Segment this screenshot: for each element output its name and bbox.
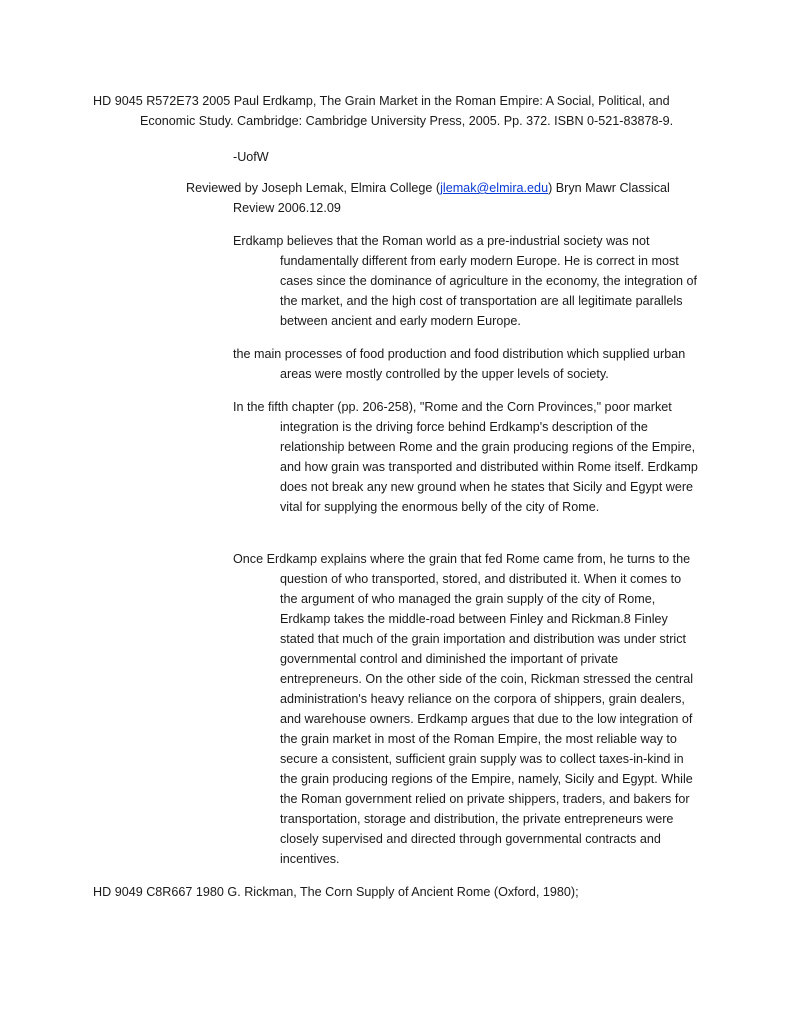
library-location-note: -UofW <box>233 150 269 164</box>
review-citation <box>186 178 703 218</box>
summary-paragraph-pre-industrial: Erdkamp believes that the Roman world as a pre-industrial society was not fundamentally different from early modern Europe. He is correct in most cases since the dominance of agriculture in the economy, the integration of the market, and the high cost of transportation are all legitimate parallels between ancient and early modern Europe. <box>233 234 698 328</box>
review-citation-suffix: ) Bryn Mawr Classical Review 2006.12.09 <box>233 181 670 215</box>
bibliography-entry-rickman: HD 9049 C8R667 1980 G. Rickman, The Corn Supply of Ancient Rome (Oxford, 1980); <box>93 885 579 899</box>
summary-paragraph-fifth-chapter: In the fifth chapter (pp. 206-258), "Rome and the Corn Provinces," poor market integration is the driving force behind Erdkamp's description of the relationship between Rome and the grain producing regions of the Empire, and how grain was transported and distributed within Rome itself. Erdkamp does not break any new ground when he states that Sicily and Egypt were vital for supplying the enormous belly of the city of Rome. <box>233 400 698 514</box>
bibliography-entry-erdkamp: HD 9045 R572E73 2005 Paul Erdkamp, The Grain Market in the Roman Empire: A Social, Political, and Economic Study. Cambridge: Cambridge University Press, 2005. Pp. 372. ISBN 0-521-83878-9. <box>93 94 674 128</box>
review-citation-prefix: Reviewed by Joseph Lemak, Elmira College ( <box>186 181 441 195</box>
reviewer-email-link[interactable]: jlemak@elmira.edu <box>440 181 549 195</box>
summary-paragraph-food-production: the main processes of food production and food distribution which supplied urban areas were mostly controlled by the upper levels of society. <box>233 347 686 381</box>
summary-paragraph-grain-supply: Once Erdkamp explains where the grain that fed Rome came from, he turns to the question of who transported, stored, and distributed it. When it comes to the argument of who managed the grain supply of the city of Rome, Erdkamp takes the middle-road between Finley and Rickman.8 Finley stated that much of the grain importation and distribution was under strict governmental control and diminished the important of private entrepreneurs. On the other side of the coin, Rickman stressed the central administration's heavy reliance on the corpora of shippers, grain dealers, and warehouse owners. Erdkamp argues that due to the low integration of the grain market in most of the Roman Empire, the most reliable way to secure a consistent, sufficient grain supply was to collect taxes-in-kind in the grain producing regions of the Empire, namely, Sicily and Egypt. While the Roman government relied on private shippers, traders, and bakers for transportation, storage and distribution, the private entrepreneurs were closely supervised and directed through governmental contracts and incentives. <box>233 552 694 866</box>
